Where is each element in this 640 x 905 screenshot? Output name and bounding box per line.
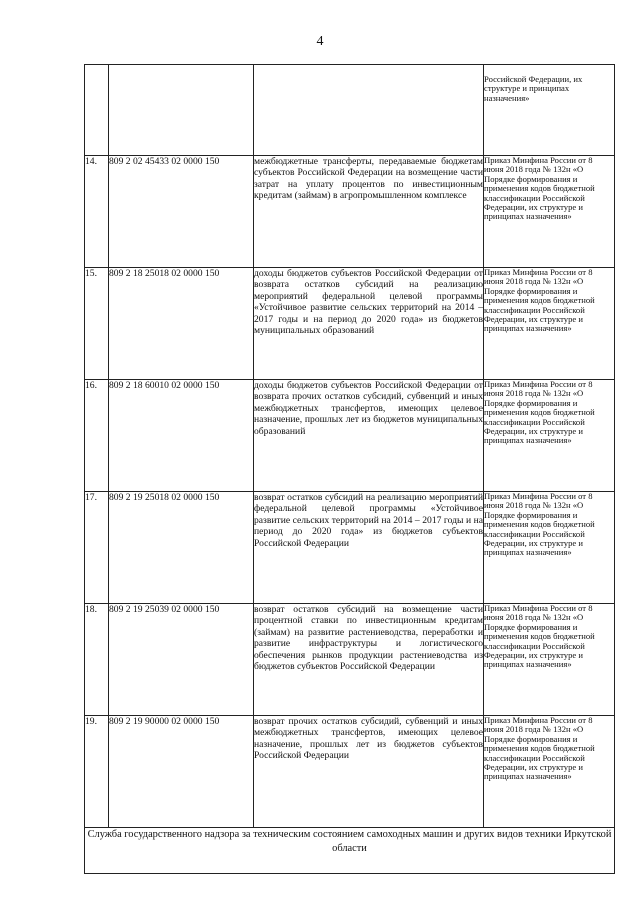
income-description: возврат остатков субсидий на возмещение части процентной ставки по инвестиционным кредитам (займам) на развитие растениеводства, переработки и развитие инфраструктуры и логистического обеспечения рынков продукции растениеводства из бюджетов субъектов Российской Федерации	[254, 604, 484, 716]
income-description: доходы бюджетов субъектов Российской Федерации от возврата прочих остатков субсидий, субвенций и иных межбюджетных трансфертов, имеющих целевое назначение, прошлых лет из бюджетов муниципальных образований	[254, 380, 484, 492]
table-row	[85, 604, 615, 716]
table-row-continued	[85, 65, 615, 156]
income-description: возврат прочих остатков субсидий, субвенций и иных межбюджетных трансфертов, имеющих целевое назначение, прошлых лет из бюджетов субъектов Российской Федерации	[254, 716, 484, 828]
section-title: Служба государственного надзора за техническим состоянием самоходных машин и других видов техники Иркутской области	[85, 828, 615, 874]
legal-basis: Приказ Минфина России от 8 июня 2018 года № 132н «О Порядке формирования и применения кодов бюджетной классификации Российской Федерации, их структуре и принципах назначения»	[484, 380, 615, 492]
table-row	[85, 156, 615, 268]
row-number: 14.	[85, 156, 109, 268]
budget-code: 809 2 19 25018 02 0000 150	[109, 492, 254, 604]
revenue-codes-table	[84, 64, 615, 874]
budget-code: 809 2 19 25039 02 0000 150	[109, 604, 254, 716]
legal-basis: Приказ Минфина России от 8 июня 2018 года № 132н «О Порядке формирования и применения кодов бюджетной классификации Российской Федерации, их структуре и принципах назначения»	[484, 492, 615, 604]
legal-basis: Приказ Минфина России от 8 июня 2018 года № 132н «О Порядке формирования и применения кодов бюджетной классификации Российской Федерации, их структуре и принципах назначения»	[484, 604, 615, 716]
budget-code: 809 2 18 25018 02 0000 150	[109, 268, 254, 380]
income-description: доходы бюджетов субъектов Российской Федерации от возврата остатков субсидий на реализацию мероприятий федеральной целевой программы «Устойчивое развитие сельских территорий на 2014 – 2017 годы и на период до 2020 года» из бюджетов муниципальных образований	[254, 268, 484, 380]
cell-code	[109, 65, 254, 156]
table-row	[85, 716, 615, 828]
cell-document: Российской Федерации, их структуре и принципах назначения»	[484, 65, 615, 156]
row-number: 16.	[85, 380, 109, 492]
income-description: межбюджетные трансферты, передаваемые бюджетам субъектов Российской Федерации на возмещение части затрат на уплату процентов по инвестиционным кредитам (займам) в агропромышленном комплексе	[254, 156, 484, 268]
page-number: 4	[316, 34, 324, 49]
table-row	[85, 268, 615, 380]
row-number: 18.	[85, 604, 109, 716]
budget-code: 809 2 18 60010 02 0000 150	[109, 380, 254, 492]
row-number: 19.	[85, 716, 109, 828]
section-header-row	[85, 828, 615, 874]
budget-code: 809 2 02 45433 02 0000 150	[109, 156, 254, 268]
row-number: 17.	[85, 492, 109, 604]
table-row	[85, 492, 615, 604]
legal-basis: Приказ Минфина России от 8 июня 2018 года № 132н «О Порядке формирования и применения кодов бюджетной классификации Российской Федерации, их структуре и принципах назначения»	[484, 716, 615, 828]
table-row	[85, 380, 615, 492]
income-description: возврат остатков субсидий на реализацию мероприятий федеральной целевой программы «Устойчивое развитие сельских территорий на 2014 – 2017 годы и на период до 2020 года» из бюджетов субъектов Российской Федерации	[254, 492, 484, 604]
legal-basis: Приказ Минфина России от 8 июня 2018 года № 132н «О Порядке формирования и применения кодов бюджетной классификации Российской Федерации, их структуре и принципах назначения»	[484, 268, 615, 380]
cell-num	[85, 65, 109, 156]
budget-code: 809 2 19 90000 02 0000 150	[109, 716, 254, 828]
legal-basis: Приказ Минфина России от 8 июня 2018 года № 132н «О Порядке формирования и применения кодов бюджетной классификации Российской Федерации, их структуре и принципах назначения»	[484, 156, 615, 268]
row-number: 15.	[85, 268, 109, 380]
cell-description	[254, 65, 484, 156]
